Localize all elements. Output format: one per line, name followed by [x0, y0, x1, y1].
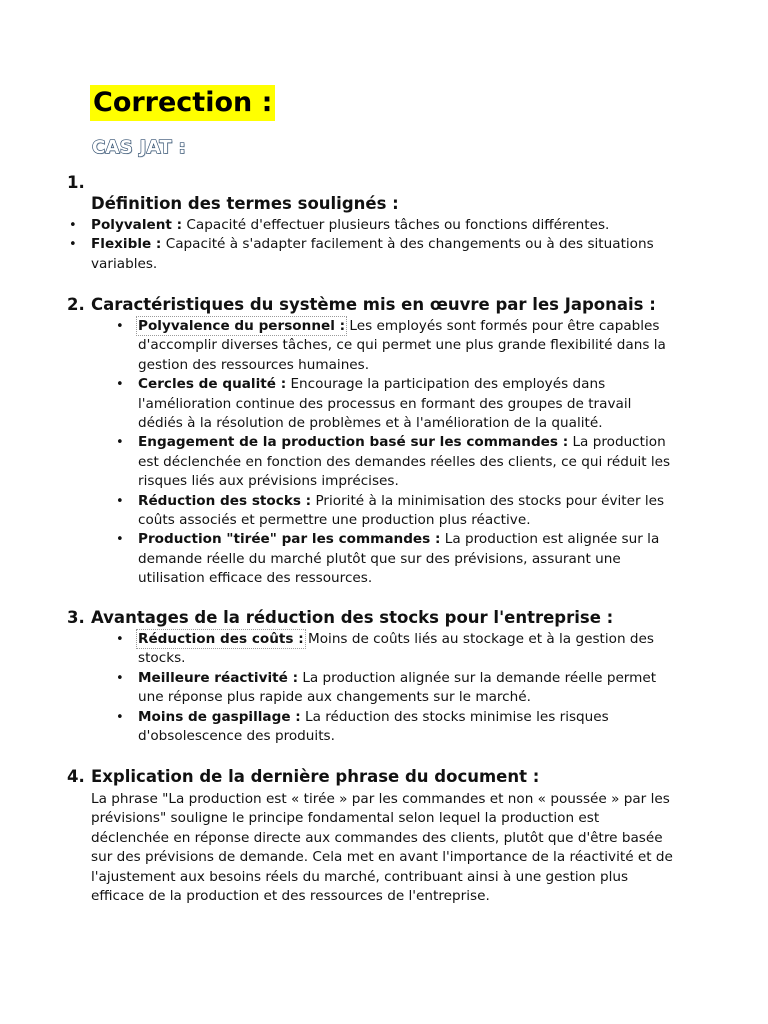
- section-number: 2.: [67, 295, 85, 314]
- section-heading: Caractéristiques du système mis en œuvre par les Japonais :: [91, 295, 656, 314]
- list-item: [116, 317, 678, 375]
- page-title: Correction :: [90, 85, 275, 121]
- term-label: Flexible :: [91, 236, 162, 253]
- bullet-icon: •: [69, 218, 77, 233]
- term-definition: Moins de coûts liés au stockage et à la gestion des stocks.: [138, 631, 654, 667]
- term-label: Cercles de qualité :: [138, 376, 287, 393]
- term-definition: La production est alignée sur la demande réelle du marché plutôt que sur des prévisions, assurant une utilisation efficace des ressources.: [138, 531, 660, 587]
- term-definition: Les employés sont formés pour être capables d'accomplir diverses tâches, ce qui permet une plus grande flexibilité dans la gestion des ressources humaines.: [138, 318, 666, 373]
- bullet-icon: •: [69, 237, 77, 253]
- term-definition: La production est déclenchée en fonction des demandes réelles des clients, ce qui réduit les risques liés aux prévisions imprécises.: [138, 434, 671, 490]
- list-item: [116, 433, 678, 491]
- bullet-icon: •: [116, 377, 124, 393]
- bullet-list: [116, 317, 678, 589]
- term-label: Réduction des coûts :: [138, 631, 304, 647]
- section-number: 4.: [67, 767, 85, 786]
- list-item: [116, 630, 678, 669]
- bullet-icon: •: [116, 532, 124, 548]
- term-definition: La réduction des stocks minimise les risques d'obsolescence des produits.: [138, 708, 609, 745]
- list-item: [116, 708, 678, 747]
- list-item: [116, 669, 678, 708]
- term-label: Engagement de la production basé sur les commandes :: [138, 434, 569, 451]
- bullet-list: [116, 630, 678, 746]
- term-label: Réduction des stocks :: [138, 492, 312, 509]
- section-heading: Avantages de la réduction des stocks pour l'entreprise :: [91, 608, 614, 627]
- bullet-icon: •: [116, 435, 124, 451]
- list-item: [116, 492, 678, 531]
- section-heading: Explication de la dernière phrase du document :: [91, 767, 540, 786]
- term-label: Meilleure réactivité :: [138, 669, 298, 686]
- list-item: [69, 216, 681, 235]
- section-heading: Définition des termes soulignés :: [91, 194, 399, 213]
- title-block: [90, 85, 275, 121]
- list-item: [116, 375, 678, 433]
- list-item: [69, 235, 681, 274]
- bullet-icon: •: [116, 319, 124, 334]
- term-label: Polyvalent :: [91, 217, 183, 233]
- list-item: [116, 530, 678, 588]
- explanation-paragraph: La phrase "La production est « tirée » par les commandes et non « poussée » par les prévisions" souligne le principe fondamental selon lequel la production est déclenchée en réponse directe aux commandes des clients, plutôt que d'être basée sur des prévisions de demande. Cela met en avant l'importance de la réactivité et de l'ajustement aux besoins réels du marché, contribuant ainsi à une gestion plus efficace de la production et des ressources de l'entreprise.: [91, 791, 673, 905]
- bullet-icon: •: [116, 709, 124, 725]
- term-definition: Capacité à s'adapter facilement à des changements ou à des situations variables.: [91, 236, 654, 272]
- bullet-list: [69, 216, 681, 274]
- section-number: 1.: [67, 173, 85, 192]
- term-label: Polyvalence du personnel :: [138, 318, 346, 334]
- page-subtitle: CAS JAT :: [92, 137, 187, 158]
- term-label: Production "tirée" par les commandes :: [138, 531, 441, 548]
- term-label: Moins de gaspillage :: [138, 708, 301, 725]
- bullet-icon: •: [116, 670, 124, 686]
- term-definition: La production alignée sur la demande réelle permet une réponse plus rapide aux changements sur le marché.: [138, 669, 657, 706]
- section-number: 3.: [67, 608, 85, 627]
- term-definition: Capacité d'effectuer plusieurs tâches ou fonctions différentes.: [182, 217, 610, 233]
- term-definition: Encourage la participation des employés dans l'amélioration continue des processus en formant des groupes de travail dédiés à la résolution de problèmes et à l'amélioration de la qualité.: [138, 376, 632, 432]
- term-definition: Priorité à la minimisation des stocks pour éviter les coûts associés et permettre une production plus réactive.: [138, 492, 665, 529]
- bullet-icon: •: [116, 632, 124, 647]
- bullet-icon: •: [116, 493, 124, 509]
